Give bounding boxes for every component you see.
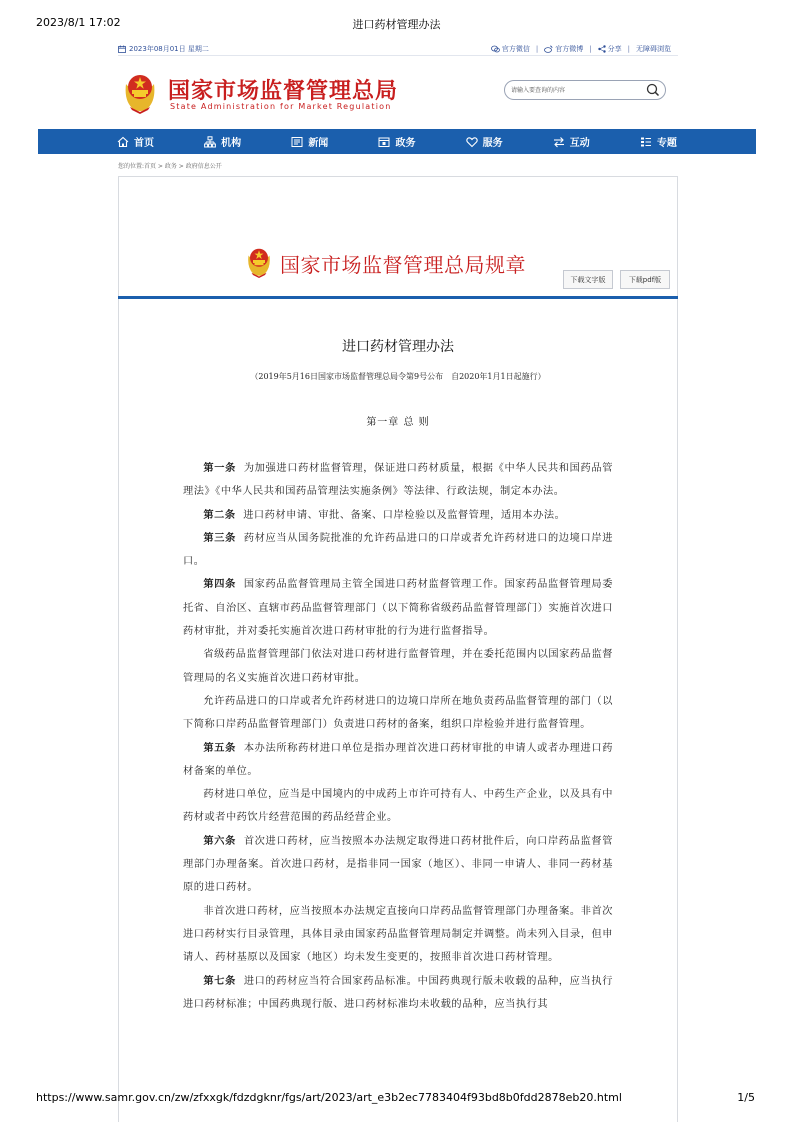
paragraph-text: 本办法所称药材进口单位是指办理首次进口药材审批的申请人或者办理进口药材备案的单位。 [183, 742, 613, 777]
nav-item-service[interactable] [466, 134, 503, 149]
paragraph-text: 药材应当从国务院批准的允许药品进口的口岸或者允许药材进口的边境口岸进口。 [183, 532, 613, 568]
weibo-link[interactable] [544, 44, 583, 54]
regulation-banner-title: 国家市场监督管理总局规章 [280, 253, 526, 277]
share-label: 分享 [607, 45, 622, 53]
chapter-heading: 第一章 总 则 [366, 417, 430, 428]
paragraph [183, 830, 613, 900]
breadcrumb: 您的位置:首页 > 政务 > 政府信息公开 [118, 163, 222, 170]
wechat-link[interactable] [491, 44, 530, 54]
search-input[interactable] [511, 83, 639, 97]
paragraph-text: 进口的药材应当符合国家药品标准。中国药典现行版未收载的品种，应当执行进口药材标准；中国药典现行版、进口药材标准均未收载的品种，应当执行其 [183, 975, 613, 1010]
nav-item-org[interactable] [204, 134, 241, 149]
article-number: 第一条 [203, 462, 236, 474]
main-nav [38, 129, 756, 154]
news-icon [291, 136, 303, 148]
nav-label: 机构 [221, 138, 242, 149]
article-number: 第四条 [203, 578, 236, 591]
document-subtitle: （2019年5月16日国家市场监督管理总局令第9号公布 自2020年1月1日起施行） [250, 372, 546, 381]
paragraph [183, 457, 613, 504]
article-number: 第二条 [203, 508, 236, 521]
paragraph [183, 737, 613, 784]
divider: | [589, 45, 592, 53]
nav-item-topic[interactable] [640, 134, 677, 149]
weibo-icon [544, 45, 553, 53]
document-title: 进口药材管理办法 [342, 339, 454, 355]
search-box [504, 80, 666, 100]
nav-label: 互动 [569, 138, 590, 149]
accessibility-label: 无障碍浏览 [636, 45, 671, 53]
interact-icon [553, 136, 565, 148]
print-title: 进口药材管理办法 [352, 18, 441, 31]
document-body [183, 457, 613, 1016]
print-page-number: 1/5 [737, 1091, 755, 1104]
calendar-icon [118, 45, 126, 53]
paragraph-text: 非首次进口药材，应当按照本办法规定直接向口岸药品监督管理部门办理备案。非首次进口药材实行目录管理，具体目录由国家药品监督管理局制定并调整。尚未列入目录，但申请人、药材基原以及国家（地区）均未发生变更的，按照非首次进口药材管理。 [183, 905, 613, 964]
share-icon [598, 45, 606, 53]
download-text-button[interactable]: 下载文字版 [563, 270, 613, 289]
topic-icon [640, 136, 652, 148]
nav-label: 政务 [395, 138, 416, 149]
wechat-icon [491, 45, 500, 53]
current-date: 2023年08月01日 星期二 [129, 45, 209, 53]
banner-divider [118, 296, 678, 299]
wechat-label: 官方微信 [501, 45, 530, 53]
national-emblem-icon [244, 245, 274, 278]
national-emblem-icon [120, 70, 160, 114]
nav-label: 服务 [482, 138, 503, 149]
nav-item-interact[interactable] [553, 134, 590, 149]
divider: | [535, 45, 539, 53]
share-link[interactable] [598, 44, 622, 54]
article-number: 第五条 [203, 741, 236, 754]
print-datetime: 2023/8/1 17:02 [36, 16, 121, 29]
download-pdf-button[interactable]: 下载pdf版 [620, 270, 670, 289]
search-icon[interactable] [645, 82, 661, 98]
paragraph-text: 省级药品监督管理部门依法对进口药材进行监督管理，并在委托范围内以国家药品监督管理局的名义实施首次进口药材审批。 [183, 649, 613, 684]
paragraph [183, 573, 613, 643]
nav-item-news[interactable] [291, 134, 328, 149]
print-url: https://www.samr.gov.cn/zw/zfxxgk/fdzdgknr/fgs/art/2023/art_e3b2ec7783404f93bd8b0fdd2878eb20.html [36, 1091, 622, 1104]
nav-label: 首页 [134, 138, 154, 149]
paragraph-text: 药材进口单位，应当是中国境内的中成药上市许可持有人、中药生产企业，以及具有中药材或者中药饮片经营范围的药品经营企业。 [183, 789, 613, 824]
divider: | [627, 45, 630, 53]
article-number: 第六条 [203, 834, 236, 847]
top-links [491, 44, 671, 54]
home-icon [117, 136, 129, 148]
site-name-english: State Administration for Market Regulation [170, 102, 392, 111]
article-number: 第三条 [203, 531, 236, 544]
paragraph-text: 首次进口药材，应当按照本办法规定取得进口药材批件后，向口岸药品监督管理部门办理备案。首次进口药材，是指非同一国家（地区）、非同一申请人、非同一药材基原的进口药材。 [183, 835, 613, 894]
paragraph [183, 970, 613, 1017]
paragraph-text: 为加强进口药材监督管理，保证进口药材质量，根据《中华人民共和国药品管理法》《中华人民共和国药品管理法实施条例》等法律、行政法规，制定本办法。 [183, 463, 613, 498]
paragraph [183, 643, 613, 690]
nav-label: 专题 [656, 138, 677, 149]
accessibility-link[interactable] [636, 44, 671, 54]
heart-icon [466, 136, 478, 148]
weibo-label: 官方微博 [555, 45, 584, 53]
paragraph [183, 900, 613, 970]
site-name: 国家市场监督管理总局 [168, 78, 399, 104]
paragraph-text: 允许药品进口的口岸或者允许药材进口的边境口岸所在地负责药品监督管理的部门（以下简称口岸药品监督管理部门）负责进口药材的备案，组织口岸检验并进行监督管理。 [183, 695, 613, 731]
nav-item-home[interactable] [117, 134, 154, 149]
paragraph [183, 690, 613, 737]
affairs-icon [378, 136, 390, 148]
date-bar [118, 44, 209, 54]
top-divider [118, 55, 678, 56]
nav-label: 新闻 [308, 138, 329, 149]
paragraph [183, 504, 613, 527]
nav-item-affairs[interactable] [378, 134, 415, 149]
article-number: 第七条 [203, 974, 236, 987]
org-icon [204, 136, 216, 148]
paragraph [183, 527, 613, 574]
paragraph [183, 783, 613, 830]
paragraph-text: 国家药品监督管理局主管全国进口药材监督管理工作。国家药品监督管理局委托省、自治区、直辖市药品监督管理部门（以下简称省级药品监督管理部门）实施首次进口药材审批，并对委托实施首次进口药材审批的行为进行监督指导。 [183, 579, 613, 638]
paragraph-text: 进口药材申请、审批、备案、口岸检验以及监督管理，适用本办法。 [243, 509, 566, 521]
